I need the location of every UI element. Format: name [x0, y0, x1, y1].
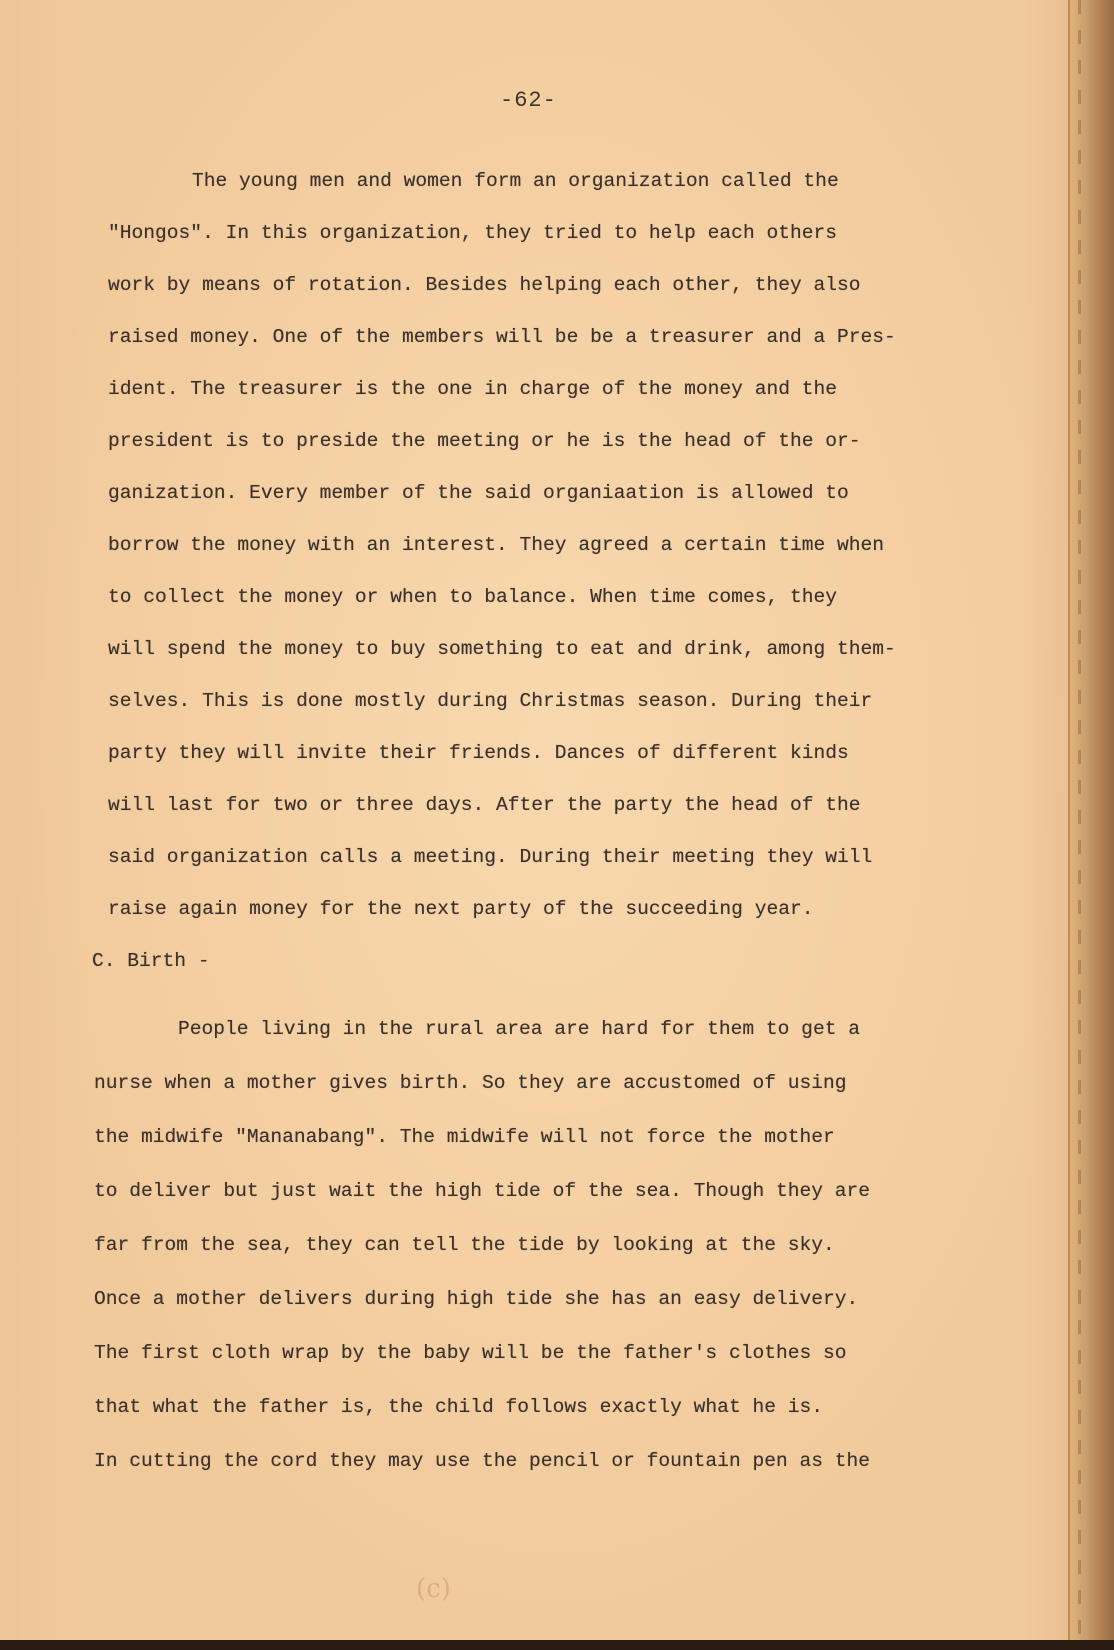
text-line: raise again money for the next party of the succeeding year. [108, 898, 814, 920]
section-heading: C. Birth - [92, 950, 210, 972]
text-line: work by means of rotation. Besides helping each other, they also [108, 274, 861, 296]
book-binding [1068, 0, 1114, 1650]
text-line: The first cloth wrap by the baby will be the father's clothes so [94, 1342, 847, 1364]
faint-stamp-mark: (c) [416, 1574, 451, 1604]
text-line: borrow the money with an interest. They agreed a certain time when [108, 534, 885, 556]
text-line: party they will invite their friends. Dances of different kinds [108, 742, 849, 764]
text-line: will last for two or three days. After the party the head of the [108, 794, 861, 816]
text-line: the midwife "Mananabang". The midwife will not force the mother [94, 1126, 835, 1148]
text-line: The young men and women form an organization called the [192, 170, 839, 192]
text-line: far from the sea, they can tell the tide by looking at the sky. [94, 1234, 835, 1256]
text-line: nurse when a mother gives birth. So they are accustomed of using [94, 1072, 847, 1094]
text-line: president is to preside the meeting or he is the head of the or- [108, 430, 861, 452]
text-line: raised money. One of the members will be be a treasurer and a Pres- [108, 326, 896, 348]
text-line: People living in the rural area are hard for them to get a [178, 1018, 860, 1040]
text-line: In cutting the cord they may use the pencil or fountain pen as the [94, 1450, 871, 1472]
text-line: to deliver but just wait the high tide of the sea. Though they are [94, 1180, 871, 1202]
scan-bottom-edge [0, 1640, 1114, 1650]
text-line: said organization calls a meeting. During their meeting they will [108, 846, 873, 868]
text-line: "Hongos". In this organization, they tried to help each others [108, 222, 838, 244]
text-line: selves. This is done mostly during Christmas season. During their [108, 690, 873, 712]
text-line: ganization. Every member of the said organiaation is allowed to [108, 482, 849, 504]
page-number: -62- [500, 88, 557, 113]
text-line: to collect the money or when to balance. When time comes, they [108, 586, 838, 608]
text-line: Once a mother delivers during high tide she has an easy delivery. [94, 1288, 859, 1310]
text-line: that what the father is, the child follows exactly what he is. [94, 1396, 824, 1418]
text-line: ident. The treasurer is the one in charge of the money and the [108, 378, 838, 400]
text-line: will spend the money to buy something to eat and drink, among them- [108, 638, 896, 660]
